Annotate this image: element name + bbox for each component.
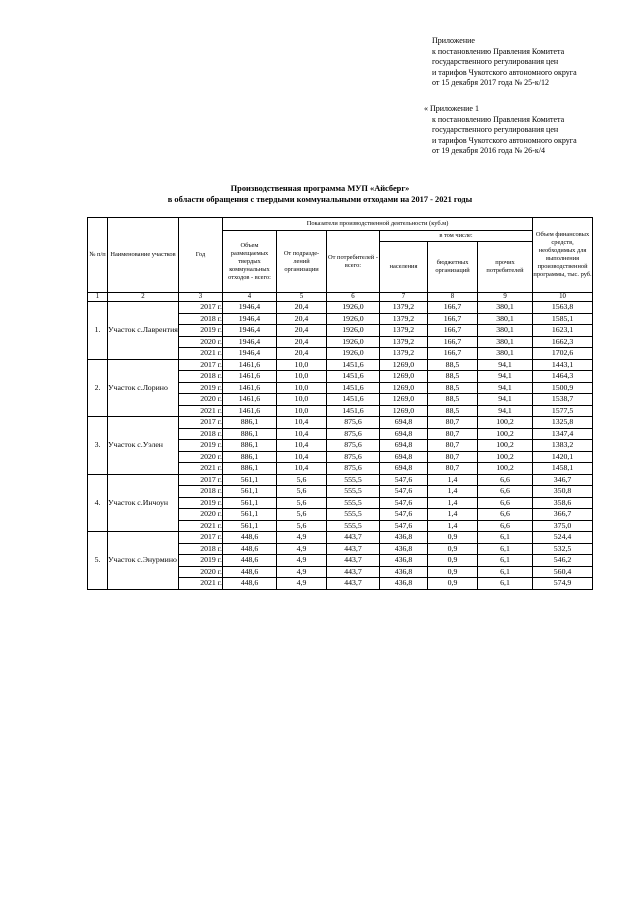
value-cell: 5,6	[277, 486, 327, 498]
value-cell: 555,5	[327, 497, 380, 509]
value-cell: 1946,4	[223, 302, 277, 314]
value-cell: 443,7	[327, 543, 380, 555]
value-cell: 6,6	[478, 509, 533, 521]
value-cell: 4,9	[277, 532, 327, 544]
year-cell: 2020 г.	[179, 566, 223, 578]
table-row	[88, 532, 593, 544]
value-cell: 1702,6	[533, 348, 593, 360]
value-cell: 1379,2	[380, 348, 428, 360]
value-cell: 10,0	[277, 382, 327, 394]
site-index: 5.	[88, 532, 108, 590]
header-placed: Объем размещаемых твердых коммунальных отходов - всего:	[223, 231, 277, 293]
value-cell: 875,6	[327, 440, 380, 452]
value-cell: 436,8	[380, 532, 428, 544]
year-cell: 2021 г.	[179, 463, 223, 475]
value-cell: 448,6	[223, 578, 277, 590]
value-cell: 1662,3	[533, 336, 593, 348]
column-numbers-row	[88, 293, 593, 302]
value-cell: 1269,0	[380, 359, 428, 371]
value-cell: 443,7	[327, 555, 380, 567]
value-cell: 88,5	[428, 371, 478, 383]
annex-line: от 19 декабря 2016 года № 26-к/4	[432, 146, 545, 155]
value-cell: 1563,8	[533, 302, 593, 314]
value-cell: 1585,1	[533, 313, 593, 325]
site-index: 1.	[88, 302, 108, 360]
value-cell: 6,1	[478, 555, 533, 567]
value-cell: 5,6	[277, 497, 327, 509]
value-cell: 100,2	[478, 451, 533, 463]
table-body	[88, 302, 593, 590]
value-cell: 380,1	[478, 313, 533, 325]
value-cell: 1926,0	[327, 348, 380, 360]
value-cell: 1379,2	[380, 325, 428, 337]
value-cell: 88,5	[428, 382, 478, 394]
value-cell: 1464,3	[533, 371, 593, 383]
value-cell: 1451,6	[327, 371, 380, 383]
value-cell: 10,0	[277, 394, 327, 406]
value-cell: 94,1	[478, 371, 533, 383]
header-indicators: Показатели производственной деятельности (куб.м)	[223, 218, 533, 231]
value-cell: 886,1	[223, 417, 277, 429]
value-cell: 6,1	[478, 566, 533, 578]
value-cell: 1379,2	[380, 336, 428, 348]
document-subtitle: в области обращения с твердыми коммунальными отходами на 2017 - 2021 годы	[167, 194, 473, 204]
value-cell: 875,6	[327, 428, 380, 440]
value-cell: 10,0	[277, 405, 327, 417]
value-cell: 574,9	[533, 578, 593, 590]
value-cell: 80,7	[428, 451, 478, 463]
value-cell: 6,6	[478, 497, 533, 509]
value-cell: 0,9	[428, 543, 478, 555]
value-cell: 166,7	[428, 348, 478, 360]
value-cell: 20,4	[277, 348, 327, 360]
year-cell: 2019 г.	[179, 555, 223, 567]
value-cell: 94,1	[478, 359, 533, 371]
header-year: Год	[179, 218, 223, 293]
value-cell: 694,8	[380, 428, 428, 440]
value-cell: 1946,4	[223, 313, 277, 325]
year-cell: 2021 г.	[179, 348, 223, 360]
value-cell: 436,8	[380, 555, 428, 567]
value-cell: 6,6	[478, 474, 533, 486]
value-cell: 1461,6	[223, 394, 277, 406]
value-cell: 886,1	[223, 440, 277, 452]
value-cell: 94,1	[478, 394, 533, 406]
value-cell: 547,6	[380, 509, 428, 521]
value-cell: 5,6	[277, 520, 327, 532]
value-cell: 1,4	[428, 509, 478, 521]
header-including: в том числе:	[380, 231, 533, 242]
value-cell: 1379,2	[380, 313, 428, 325]
value-cell: 10,4	[277, 463, 327, 475]
annex-line: к постановлению Правления Комитета	[432, 114, 565, 124]
value-cell: 4,9	[277, 543, 327, 555]
column-number: 7	[380, 293, 428, 302]
column-number: 6	[327, 293, 380, 302]
annex-line: и тарифов Чукотского автономного округа	[432, 135, 577, 145]
value-cell: 694,8	[380, 440, 428, 452]
value-cell: 1,4	[428, 497, 478, 509]
table-row	[88, 474, 593, 486]
value-cell: 1,4	[428, 474, 478, 486]
site-name: Участок с.Инчоун	[108, 474, 179, 532]
value-cell: 346,7	[533, 474, 593, 486]
value-cell: 366,7	[533, 509, 593, 521]
value-cell: 1926,0	[327, 313, 380, 325]
column-number: 8	[428, 293, 478, 302]
value-cell: 555,5	[327, 486, 380, 498]
value-cell: 380,1	[478, 336, 533, 348]
value-cell: 80,7	[428, 440, 478, 452]
document-title: Производственная программа МУП «Айсберг»	[230, 184, 410, 193]
value-cell: 5,6	[277, 474, 327, 486]
value-cell: 4,9	[277, 555, 327, 567]
value-cell: 886,1	[223, 428, 277, 440]
year-cell: 2020 г.	[179, 336, 223, 348]
value-cell: 694,8	[380, 451, 428, 463]
value-cell: 20,4	[277, 336, 327, 348]
value-cell: 4,9	[277, 566, 327, 578]
year-cell: 2018 г.	[179, 543, 223, 555]
value-cell: 88,5	[428, 394, 478, 406]
value-cell: 100,2	[478, 417, 533, 429]
value-cell: 6,1	[478, 578, 533, 590]
value-cell: 436,8	[380, 578, 428, 590]
year-cell: 2021 г.	[179, 405, 223, 417]
column-number: 9	[478, 293, 533, 302]
value-cell: 1269,0	[380, 405, 428, 417]
year-cell: 2019 г.	[179, 497, 223, 509]
annex-line: и тарифов Чукотского автономного округа	[432, 67, 577, 77]
value-cell: 6,1	[478, 543, 533, 555]
value-cell: 1461,6	[223, 382, 277, 394]
value-cell: 94,1	[478, 382, 533, 394]
value-cell: 1623,1	[533, 325, 593, 337]
value-cell: 6,6	[478, 486, 533, 498]
header-finance: Объем финансовых средств, необходимых для выполнения производственной программы, тыс. руб.	[533, 218, 593, 293]
value-cell: 94,1	[478, 405, 533, 417]
year-cell: 2018 г.	[179, 371, 223, 383]
value-cell: 436,8	[380, 566, 428, 578]
value-cell: 1538,7	[533, 394, 593, 406]
value-cell: 0,9	[428, 555, 478, 567]
value-cell: 166,7	[428, 302, 478, 314]
value-cell: 1269,0	[380, 394, 428, 406]
header-budget: бюджетных организаций	[428, 242, 478, 293]
annex-line: к постановлению Правления Комитета	[432, 46, 565, 56]
site-name: Участок с.Энурмино	[108, 532, 179, 590]
value-cell: 1379,2	[380, 302, 428, 314]
site-index: 2.	[88, 359, 108, 417]
year-cell: 2017 г.	[179, 474, 223, 486]
value-cell: 1269,0	[380, 371, 428, 383]
value-cell: 80,7	[428, 417, 478, 429]
site-index: 4.	[88, 474, 108, 532]
value-cell: 100,2	[478, 440, 533, 452]
value-cell: 100,2	[478, 463, 533, 475]
value-cell: 694,8	[380, 417, 428, 429]
year-cell: 2018 г.	[179, 428, 223, 440]
value-cell: 875,6	[327, 463, 380, 475]
value-cell: 5,6	[277, 509, 327, 521]
value-cell: 694,8	[380, 463, 428, 475]
column-number: 10	[533, 293, 593, 302]
value-cell: 555,5	[327, 520, 380, 532]
site-name: Участок с.Лорино	[108, 359, 179, 417]
value-cell: 443,7	[327, 578, 380, 590]
year-cell: 2018 г.	[179, 486, 223, 498]
value-cell: 561,1	[223, 497, 277, 509]
value-cell: 875,6	[327, 451, 380, 463]
column-number: 3	[179, 293, 223, 302]
value-cell: 1946,4	[223, 325, 277, 337]
value-cell: 1926,0	[327, 336, 380, 348]
value-cell: 1451,6	[327, 359, 380, 371]
site-name: Участок с.Лаврентия	[108, 302, 179, 360]
header-from-divisions: От подразде-лений организации	[277, 231, 327, 293]
value-cell: 1577,5	[533, 405, 593, 417]
annex-line: государственного регулирования цен	[432, 57, 559, 66]
site-index: 3.	[88, 417, 108, 475]
value-cell: 555,5	[327, 474, 380, 486]
value-cell: 1,4	[428, 486, 478, 498]
value-cell: 20,4	[277, 313, 327, 325]
value-cell: 10,0	[277, 359, 327, 371]
value-cell: 1325,8	[533, 417, 593, 429]
value-cell: 561,1	[223, 509, 277, 521]
year-cell: 2020 г.	[179, 509, 223, 521]
table-row	[88, 302, 593, 314]
value-cell: 10,4	[277, 451, 327, 463]
year-cell: 2021 г.	[179, 578, 223, 590]
value-cell: 1451,6	[327, 394, 380, 406]
value-cell: 875,6	[327, 417, 380, 429]
header-population: населения	[380, 242, 428, 293]
value-cell: 380,1	[478, 302, 533, 314]
value-cell: 561,1	[223, 486, 277, 498]
value-cell: 560,4	[533, 566, 593, 578]
annex-line: от 15 декабря 2017 года № 25-к/12	[432, 78, 549, 87]
value-cell: 166,7	[428, 336, 478, 348]
value-cell: 10,4	[277, 440, 327, 452]
value-cell: 547,6	[380, 474, 428, 486]
value-cell: 1451,6	[327, 405, 380, 417]
year-cell: 2017 г.	[179, 302, 223, 314]
value-cell: 886,1	[223, 463, 277, 475]
header-no: № п/п	[88, 218, 108, 293]
value-cell: 375,0	[533, 520, 593, 532]
value-cell: 100,2	[478, 428, 533, 440]
column-number: 5	[277, 293, 327, 302]
value-cell: 546,2	[533, 555, 593, 567]
value-cell: 1926,0	[327, 302, 380, 314]
value-cell: 10,4	[277, 417, 327, 429]
header-from-consumers: От потребителей - всего:	[327, 231, 380, 293]
year-cell: 2021 г.	[179, 520, 223, 532]
value-cell: 380,1	[478, 325, 533, 337]
year-cell: 2018 г.	[179, 313, 223, 325]
value-cell: 166,7	[428, 325, 478, 337]
column-number: 4	[223, 293, 277, 302]
value-cell: 0,9	[428, 578, 478, 590]
value-cell: 886,1	[223, 451, 277, 463]
value-cell: 1269,0	[380, 382, 428, 394]
value-cell: 443,7	[327, 566, 380, 578]
value-cell: 532,5	[533, 543, 593, 555]
annex-current	[432, 36, 577, 89]
value-cell: 1461,6	[223, 371, 277, 383]
value-cell: 20,4	[277, 302, 327, 314]
year-cell: 2020 г.	[179, 394, 223, 406]
annex-line: Приложение	[432, 36, 475, 45]
value-cell: 10,4	[277, 428, 327, 440]
value-cell: 88,5	[428, 405, 478, 417]
year-cell: 2017 г.	[179, 359, 223, 371]
value-cell: 6,6	[478, 520, 533, 532]
value-cell: 1461,6	[223, 405, 277, 417]
value-cell: 1347,4	[533, 428, 593, 440]
document-heading	[88, 184, 552, 205]
value-cell: 166,7	[428, 313, 478, 325]
value-cell: 555,5	[327, 509, 380, 521]
value-cell: 1461,6	[223, 359, 277, 371]
value-cell: 448,6	[223, 555, 277, 567]
value-cell: 88,5	[428, 359, 478, 371]
column-number: 2	[108, 293, 179, 302]
value-cell: 358,6	[533, 497, 593, 509]
value-cell: 10,0	[277, 371, 327, 383]
value-cell: 561,1	[223, 474, 277, 486]
value-cell: 1383,2	[533, 440, 593, 452]
table-row	[88, 359, 593, 371]
year-cell: 2019 г.	[179, 325, 223, 337]
production-program-table	[87, 217, 593, 590]
value-cell: 547,6	[380, 520, 428, 532]
header-site: Наименование участков	[108, 218, 179, 293]
value-cell: 4,9	[277, 578, 327, 590]
annex-line: государственного регулирования цен	[432, 125, 559, 134]
value-cell: 1946,4	[223, 336, 277, 348]
value-cell: 1946,4	[223, 348, 277, 360]
value-cell: 561,1	[223, 520, 277, 532]
year-cell: 2017 г.	[179, 417, 223, 429]
value-cell: 448,6	[223, 566, 277, 578]
value-cell: 547,6	[380, 497, 428, 509]
value-cell: 448,6	[223, 532, 277, 544]
year-cell: 2019 г.	[179, 382, 223, 394]
annex-previous	[424, 104, 577, 157]
value-cell: 436,8	[380, 543, 428, 555]
value-cell: 1443,1	[533, 359, 593, 371]
year-cell: 2017 г.	[179, 532, 223, 544]
annex-line: « Приложение 1	[424, 104, 479, 113]
value-cell: 80,7	[428, 463, 478, 475]
value-cell: 1451,6	[327, 382, 380, 394]
value-cell: 524,4	[533, 532, 593, 544]
value-cell: 0,9	[428, 532, 478, 544]
value-cell: 350,8	[533, 486, 593, 498]
value-cell: 1500,9	[533, 382, 593, 394]
value-cell: 1420,1	[533, 451, 593, 463]
value-cell: 20,4	[277, 325, 327, 337]
header-other: прочих потребителей	[478, 242, 533, 293]
value-cell: 547,6	[380, 486, 428, 498]
value-cell: 443,7	[327, 532, 380, 544]
table-row	[88, 417, 593, 429]
value-cell: 1,4	[428, 520, 478, 532]
value-cell: 1458,1	[533, 463, 593, 475]
year-cell: 2020 г.	[179, 451, 223, 463]
year-cell: 2019 г.	[179, 440, 223, 452]
value-cell: 380,1	[478, 348, 533, 360]
value-cell: 80,7	[428, 428, 478, 440]
value-cell: 6,1	[478, 532, 533, 544]
value-cell: 0,9	[428, 566, 478, 578]
value-cell: 1926,0	[327, 325, 380, 337]
site-name: Участок с.Уэлен	[108, 417, 179, 475]
column-number: 1	[88, 293, 108, 302]
value-cell: 448,6	[223, 543, 277, 555]
